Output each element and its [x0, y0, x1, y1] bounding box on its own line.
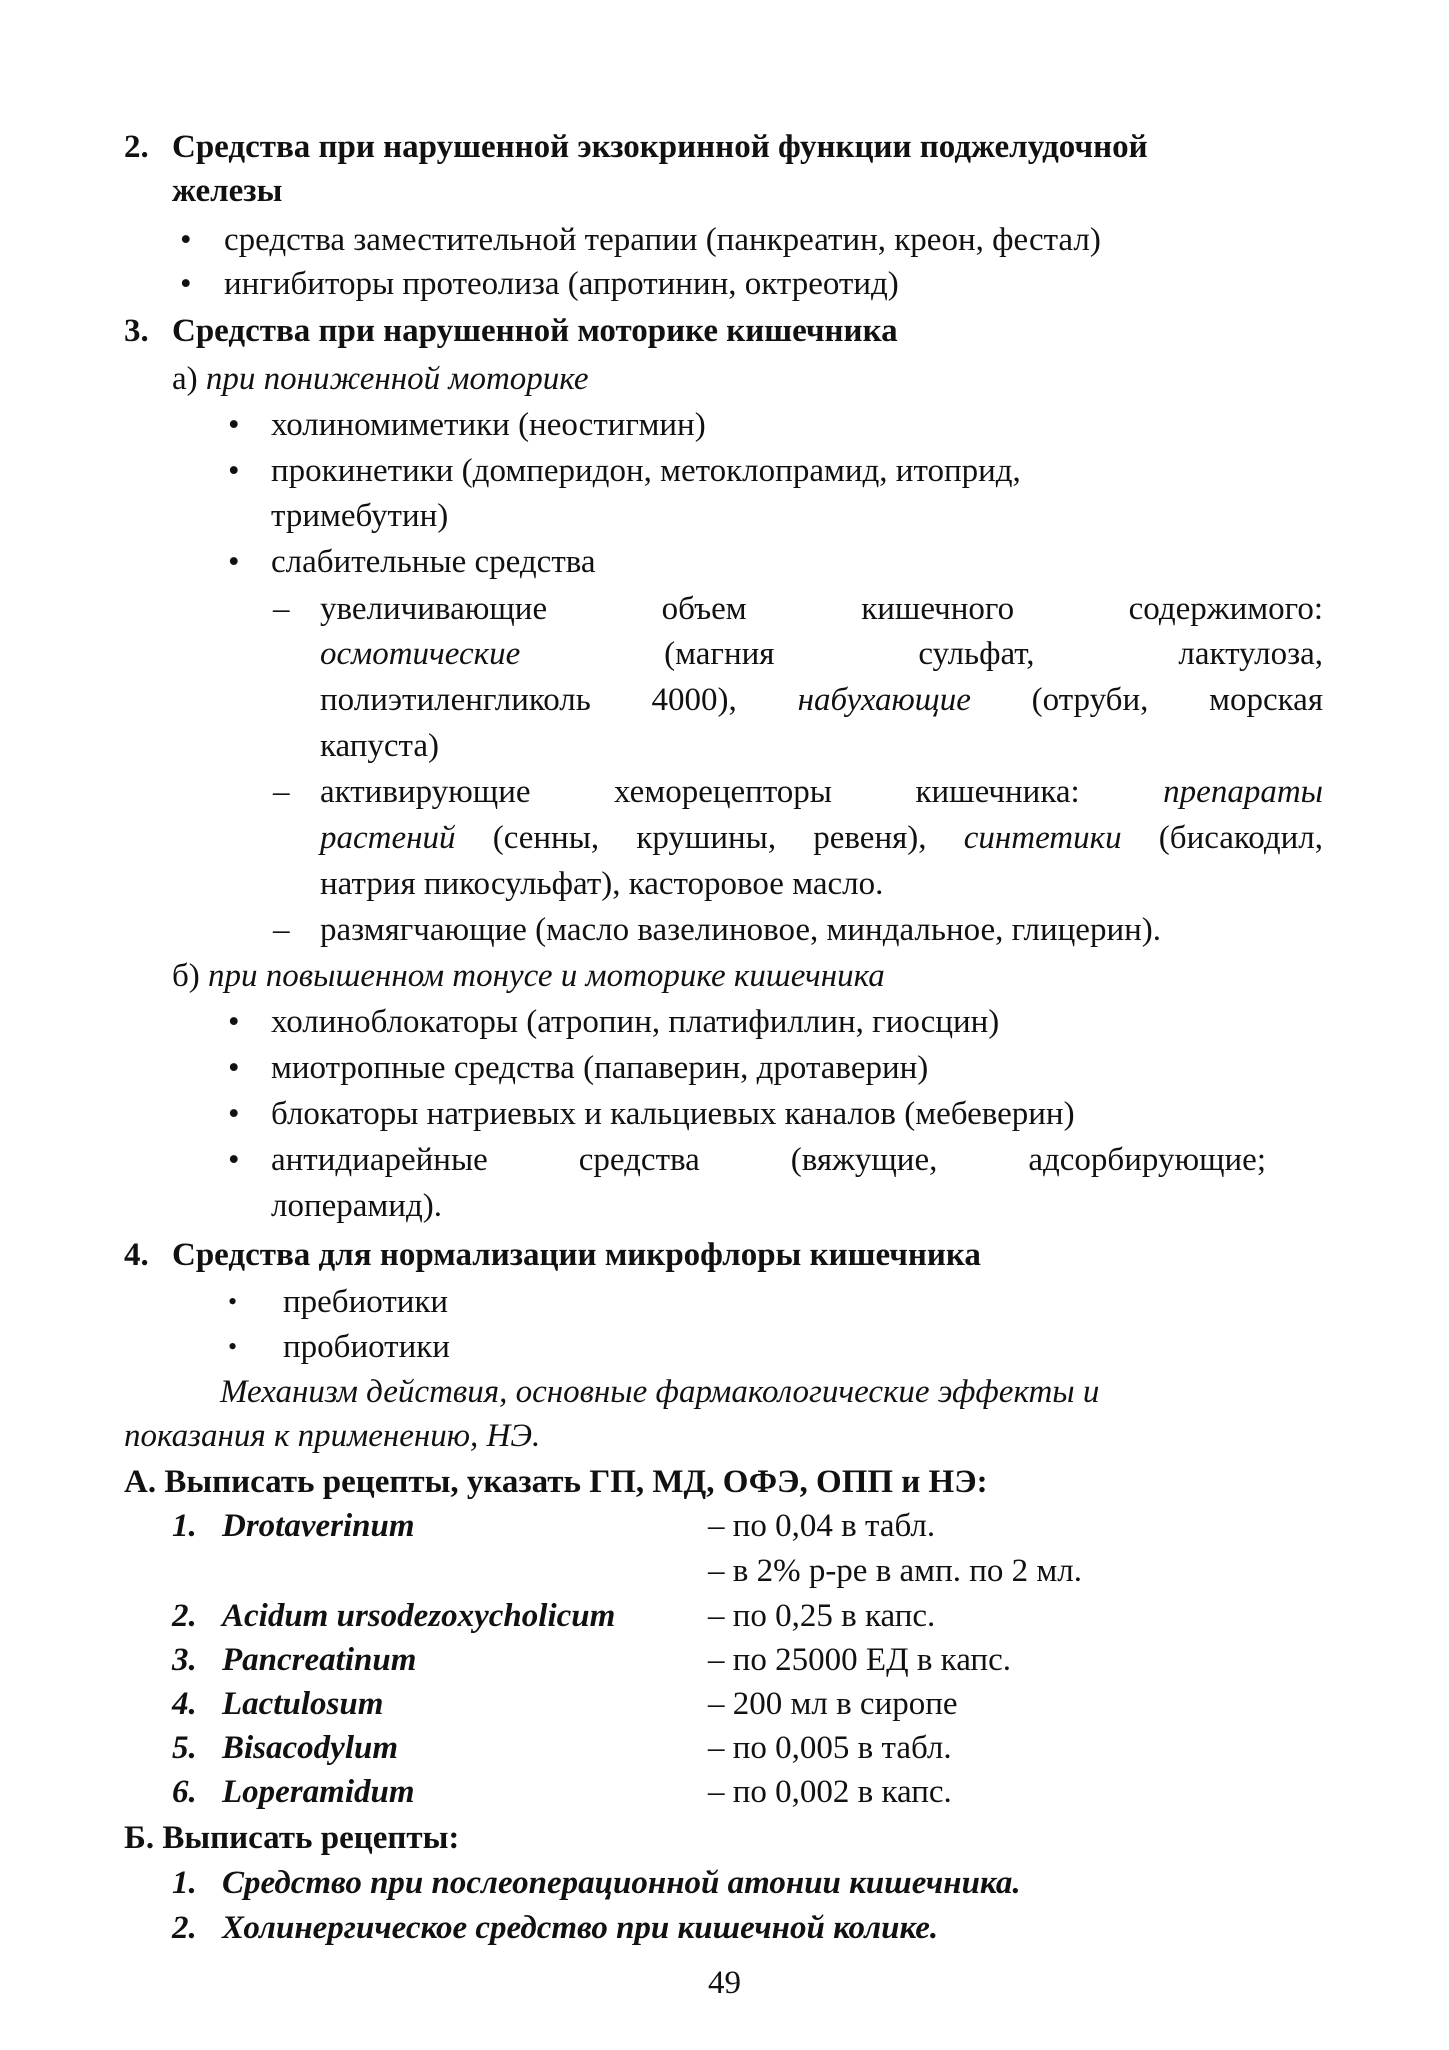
rx-dose: – в 2% р-ре в амп. по 2 мл.	[708, 1553, 1082, 1589]
subsection-a-item: холиномиметики (неостигмин)	[271, 407, 706, 443]
section-2-title-line1: Средства при нарушенной экзокринной функции поджелудочной	[172, 129, 1148, 165]
section-2-item: средства заместительной терапии (панкреатин, креон, фестал)	[224, 222, 1101, 258]
subsection-a-item-cont: тримебутин)	[271, 498, 449, 534]
laxative-type-1-line1: увеличивающие объем кишечного содержимого:	[320, 591, 1323, 627]
rx-number: 3.	[172, 1642, 197, 1678]
laxative-type-2-line1	[320, 770, 1323, 814]
bullet-icon: •	[228, 1004, 240, 1040]
rx-number: 5.	[172, 1730, 197, 1766]
section-4-item: пребиотики	[283, 1284, 449, 1320]
bullet-icon: •	[228, 1142, 240, 1178]
section-4-number: 4.	[124, 1237, 149, 1273]
rx-drug-name: Pancreatinum	[222, 1642, 417, 1678]
dash-icon: –	[273, 912, 290, 948]
task-b-item: Средство при послеоперационной атонии кишечника.	[222, 1865, 1021, 1901]
bullet-icon: •	[228, 1332, 238, 1361]
chemoreceptor-text: активирующие хеморецепторы кишечника:	[320, 774, 1080, 810]
subsection-b-item: миотропные средства (папаверин, дротаверин)	[271, 1050, 929, 1086]
rx-drug-name: Drotaverinum	[222, 1508, 415, 1544]
section-2-title-line2: железы	[172, 173, 283, 209]
rx-drug-name: Acidum ursodezoxycholicum	[222, 1598, 616, 1634]
subsection-a-item: прокинетики (домперидон, метоклопрамид, итоприд,	[271, 453, 1021, 489]
rx-drug-name: Loperamidum	[222, 1774, 415, 1810]
rx-dose: – 200 мл в сиропе	[708, 1686, 958, 1722]
rx-dose: – по 0,002 в капс.	[708, 1774, 952, 1810]
rx-dose: – по 0,04 в табл.	[708, 1508, 936, 1544]
herbal-term-cont: растений	[320, 820, 456, 856]
bullet-icon: •	[180, 266, 192, 302]
section-3-title: Средства при нарушенной моторике кишечника	[172, 313, 898, 349]
task-b-item: Холинергическое средство при кишечной колике.	[222, 1910, 939, 1946]
task-a-title: А. Выписать рецепты, указать ГП, МД, ОФЭ, ОПП и НЭ:	[124, 1464, 988, 1500]
task-b-title: Б. Выписать рецепты:	[124, 1820, 460, 1856]
laxative-type-1-line3	[320, 678, 1323, 722]
bullet-icon: •	[180, 222, 192, 258]
subsection-b-item: блокаторы натриевых и кальциевых каналов (мебеверин)	[271, 1096, 1075, 1132]
bullet-icon: •	[228, 544, 240, 580]
section-4-title: Средства для нормализации микрофлоры кишечника	[172, 1237, 981, 1273]
rx-drug-name: Lactulosum	[222, 1686, 384, 1722]
dash-icon: –	[273, 591, 290, 627]
mechanism-note-line2: показания к применению, НЭ.	[124, 1418, 541, 1454]
rx-dose: – по 25000 ЕД в капс.	[708, 1642, 1011, 1678]
synthetic-term: синтетики	[963, 820, 1122, 856]
bullet-icon: •	[228, 1096, 240, 1132]
dash-icon: –	[273, 774, 290, 810]
subsection-b-heading	[172, 954, 885, 998]
osmotic-examples: (магния сульфат, лактулоза,	[664, 636, 1324, 672]
laxative-type-2-line3: натрия пикосульфат), касторовое масло.	[320, 866, 884, 902]
rx-number: 6.	[172, 1774, 197, 1810]
page-number: 49	[708, 1965, 741, 2001]
peg-text: полиэтиленгликоль 4000),	[320, 682, 737, 718]
section-4-item: пробиотики	[283, 1329, 450, 1365]
rx-number: 2.	[172, 1598, 197, 1634]
rx-drug-name: Bisacodylum	[222, 1730, 399, 1766]
synthetic-examples: (бисакодил,	[1158, 820, 1324, 856]
laxative-type-2-line2	[320, 816, 1323, 860]
bullet-icon: •	[228, 407, 240, 443]
laxative-type-1-line2	[320, 632, 1323, 676]
bullet-icon: •	[228, 1050, 240, 1086]
subsection-b-title: при повышенном тонусе и моторике кишечника	[208, 958, 885, 994]
subsection-a-prefix: а)	[172, 361, 198, 397]
bullet-icon: •	[228, 1287, 238, 1316]
subsection-a-heading	[172, 357, 589, 401]
bulk-examples: (отруби, морская	[1031, 682, 1323, 718]
laxative-type-3: размягчающие (масло вазелиновое, миндальное, глицерин).	[320, 912, 1162, 948]
bulk-term: набухающие	[797, 682, 971, 718]
subsection-b-item: антидиарейные средства (вяжущие, адсорбирующие;	[271, 1142, 1266, 1178]
subsection-b-prefix: б)	[172, 958, 200, 994]
rx-dose: – по 0,005 в табл.	[708, 1730, 952, 1766]
herbal-examples: (сенны, крушины, ревеня),	[492, 820, 927, 856]
task-b-number: 2.	[172, 1910, 197, 1946]
herbal-term: препараты	[1163, 774, 1323, 810]
rx-dose: – по 0,25 в капс.	[708, 1598, 936, 1634]
section-3-number: 3.	[124, 313, 149, 349]
mechanism-note-line1: Механизм действия, основные фармакологические эффекты и	[220, 1374, 1100, 1410]
bullet-icon: •	[228, 453, 240, 489]
section-2-number: 2.	[124, 129, 149, 165]
section-2-item: ингибиторы протеолиза (апротинин, октреотид)	[224, 266, 899, 302]
task-b-number: 1.	[172, 1865, 197, 1901]
osmotic-term: осмотические	[320, 636, 521, 672]
rx-number: 4.	[172, 1686, 197, 1722]
subsection-a-item: слабительные средства	[271, 544, 596, 580]
subsection-b-item: холиноблокаторы (атропин, платифиллин, гиосцин)	[271, 1004, 1000, 1040]
subsection-b-item-cont: лоперамид).	[271, 1188, 442, 1224]
subsection-a-title: при пониженной моторике	[205, 361, 589, 397]
laxative-type-1-line4: капуста)	[320, 728, 440, 764]
rx-number: 1.	[172, 1508, 197, 1544]
